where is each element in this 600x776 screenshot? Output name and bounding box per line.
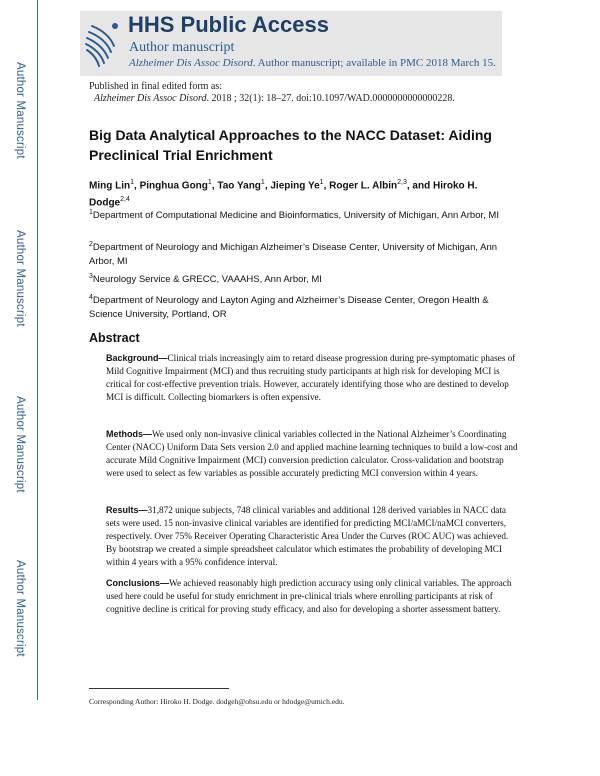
availability-text: . Author manuscript; available in PMC 2018 March 15. xyxy=(252,57,496,69)
section-label: Results— xyxy=(106,505,148,515)
author-list: Ming Lin$^1$, Pinghua Gong$^1$, Tao Yang$^1$, Jieping Ye$^1$, Roger L. Albin$^{2,3}$, and Hiroko H. Dodge$^{2,4}$ xyxy=(89,179,478,209)
abstract-results: Results—31,872 unique subjects, 748 clinical variables and additional 128 derived variables in NACC data sets were used. 15 non-invasive clinical variables are identified for predicting MCI/aMCI/naMCI converters, respectively. Over 75% Receiver Operating Characteristic Area Under the Curves (ROC AUC) was achieved. By bootstrap we created a simple spreadsheet calculator which estimates the probability of developing MCI within 4 years with a 95% confidence interval. xyxy=(106,505,509,568)
abstract-conclusions: Conclusions—We achieved reasonably high prediction accuracy using only clinical variables. The approach used here could be useful for study enrichment in pre-clinical trials where enrolling participants at risk of cognitive decline is critical for proving study efficacy, and also for developing a shorter assessment battery. xyxy=(106,578,512,615)
section-label: Conclusions— xyxy=(106,578,170,588)
author: Tao Yang xyxy=(217,180,261,192)
author-manuscript-sidebar xyxy=(0,0,40,776)
author-sup: 1 xyxy=(207,179,212,186)
author-sup: 1 xyxy=(260,179,265,186)
affiliation: $^4$Department of Neurology and Layton Aging and Alzheimer’s Disease Center, Oregon Health & Science University, Portland, OR xyxy=(89,294,489,321)
hhs-title: HHS Public Access xyxy=(128,12,329,37)
affiliation: $^3$Neurology Service & GRECC, VAAAHS, Ann Arbor, MI xyxy=(89,273,322,286)
author-sup: 2,3 xyxy=(397,179,407,186)
sidebar-rule xyxy=(37,0,38,700)
sidebar-label: Author Manuscript xyxy=(14,560,26,657)
abstract-heading: Abstract xyxy=(89,331,140,345)
author-sup: 1 xyxy=(130,179,135,186)
section-label: Methods— xyxy=(106,429,152,439)
author: Ming Lin xyxy=(89,180,131,192)
abstract-methods: Methods—We used only non-invasive clinical variables collected in the National Alzheimer’s Coordinating Center (NACC) Uniform Data Sets version 2.0 and applied machine learning techniques to build a low-cost and accurate Mild Cognitive Impairment (MCI) conversion prediction calculator. Cross-validation and bootstrap were used to select as few variables as possible accurately predicting MCI conversion within 4 years. xyxy=(106,429,518,479)
sidebar-label: Author Manuscript xyxy=(14,396,26,493)
sidebar-label: Author Manuscript xyxy=(14,62,26,159)
journal-name: Alzheimer Dis Assoc Disord xyxy=(129,57,253,69)
journal-availability xyxy=(129,57,496,69)
article-title: Big Data Analytical Approaches to the NACC Dataset: Aiding Preclinical Trial Enrichment xyxy=(89,127,492,163)
affiliation: $^1$Department of Computational Medicine and Bioinformatics, University of Michigan, Ann Arbor, MI xyxy=(89,209,499,222)
footnote-rule xyxy=(89,688,229,689)
author: Roger L. Albin xyxy=(329,180,398,192)
citation-journal: Alzheimer Dis Assoc Disord xyxy=(94,93,207,104)
citation-details: . 2018 ; 32(1): 18–27. doi:10.1097/WAD.0000000000000228. xyxy=(206,93,455,104)
author-manuscript-subtitle: Author manuscript xyxy=(129,40,235,55)
citation xyxy=(94,93,455,104)
author: Pinghua Gong xyxy=(139,180,208,192)
author-sup: 2,4 xyxy=(120,196,130,204)
author-sup: 1 xyxy=(319,179,324,186)
published-label: Published in final edited form as: xyxy=(89,81,223,92)
author: Hiroko H. Dodge xyxy=(89,180,478,209)
corresponding-author-footnote: Corresponding Author: Hiroko H. Dodge. dodgeh@ohsu.edu or hdodge@umich.edu. xyxy=(89,697,345,706)
abstract-background: Background—Clinical trials increasingly aim to retard disease progression during pre-symptomatic phases of Mild Cognitive Impairment (MCI) and thus recruiting study participants at high risk for developing MCI is critical for cost-effective prevention trials. However, accurately identifying those who are destined to develop MCI is difficult. Collecting biomarkers is often expensive. xyxy=(106,353,516,403)
section-label: Background— xyxy=(106,353,168,363)
author: Jieping Ye xyxy=(270,180,320,192)
hhs-eagle-logo-icon xyxy=(84,16,122,72)
affiliation: $^2$Department of Neurology and Michigan Alzheimer’s Disease Center, University of Michigan, Ann Arbor, MI xyxy=(89,241,498,268)
sidebar-label: Author Manuscript xyxy=(14,230,26,327)
